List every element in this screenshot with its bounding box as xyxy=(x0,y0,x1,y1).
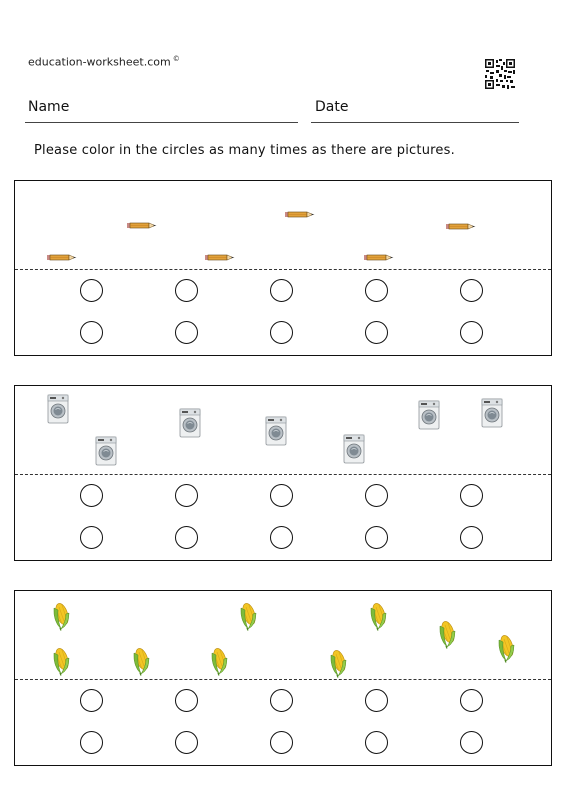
name-label: Name xyxy=(28,99,70,115)
picture-area xyxy=(15,386,551,474)
pencil-icon xyxy=(47,246,77,265)
count-circle[interactable] xyxy=(80,279,103,302)
counting-panel-corn xyxy=(14,590,552,766)
dashed-divider xyxy=(15,474,551,475)
count-circle[interactable] xyxy=(175,484,198,507)
count-circle[interactable] xyxy=(80,731,103,754)
count-circle[interactable] xyxy=(365,279,388,302)
count-circle[interactable] xyxy=(365,484,388,507)
corn-icon xyxy=(328,648,348,682)
count-circle[interactable] xyxy=(175,689,198,712)
pencil-icon xyxy=(285,203,315,222)
washing-machine-icon xyxy=(47,394,69,428)
count-circle[interactable] xyxy=(460,484,483,507)
count-circle[interactable] xyxy=(80,321,103,344)
corn-icon xyxy=(368,601,388,635)
corn-icon xyxy=(496,633,516,667)
corn-icon xyxy=(131,646,151,680)
counting-panel-pencils xyxy=(14,180,552,356)
count-circle[interactable] xyxy=(270,484,293,507)
count-circle[interactable] xyxy=(270,279,293,302)
count-circle[interactable] xyxy=(460,526,483,549)
site-name: education-worksheet.com © xyxy=(28,55,180,69)
count-circle[interactable] xyxy=(80,689,103,712)
count-circle[interactable] xyxy=(80,526,103,549)
date-label: Date xyxy=(315,99,349,115)
washing-machine-icon xyxy=(179,408,201,442)
picture-area xyxy=(15,591,551,679)
dashed-divider xyxy=(15,679,551,680)
count-circle[interactable] xyxy=(270,689,293,712)
count-circle[interactable] xyxy=(365,689,388,712)
corn-icon xyxy=(238,601,258,635)
pencil-icon xyxy=(364,246,394,265)
washing-machine-icon xyxy=(343,434,365,468)
corn-icon xyxy=(51,646,71,680)
count-circle[interactable] xyxy=(365,731,388,754)
pencil-icon xyxy=(446,215,476,234)
count-circle[interactable] xyxy=(175,731,198,754)
count-circle[interactable] xyxy=(270,526,293,549)
count-circle[interactable] xyxy=(460,279,483,302)
count-circle[interactable] xyxy=(365,321,388,344)
pencil-icon xyxy=(127,214,157,233)
corn-icon xyxy=(51,601,71,635)
qr-code-icon xyxy=(484,58,516,90)
washing-machine-icon xyxy=(265,416,287,450)
count-circle[interactable] xyxy=(270,321,293,344)
count-circle[interactable] xyxy=(460,689,483,712)
instruction-text: Please color in the circles as many times as there are pictures. xyxy=(34,143,455,158)
count-circle[interactable] xyxy=(175,321,198,344)
count-circle[interactable] xyxy=(175,526,198,549)
count-circle[interactable] xyxy=(460,731,483,754)
counting-panel-washing-machines xyxy=(14,385,552,561)
name-field[interactable] xyxy=(25,122,298,123)
count-circle[interactable] xyxy=(270,731,293,754)
count-circle[interactable] xyxy=(175,279,198,302)
picture-area xyxy=(15,181,551,269)
washing-machine-icon xyxy=(95,436,117,470)
date-field[interactable] xyxy=(311,122,519,123)
corn-icon xyxy=(209,646,229,680)
copyright-symbol: © xyxy=(172,55,180,63)
count-circle[interactable] xyxy=(460,321,483,344)
count-circle[interactable] xyxy=(80,484,103,507)
pencil-icon xyxy=(205,246,235,265)
washing-machine-icon xyxy=(481,398,503,432)
count-circle[interactable] xyxy=(365,526,388,549)
washing-machine-icon xyxy=(418,400,440,434)
corn-icon xyxy=(437,619,457,653)
dashed-divider xyxy=(15,269,551,270)
